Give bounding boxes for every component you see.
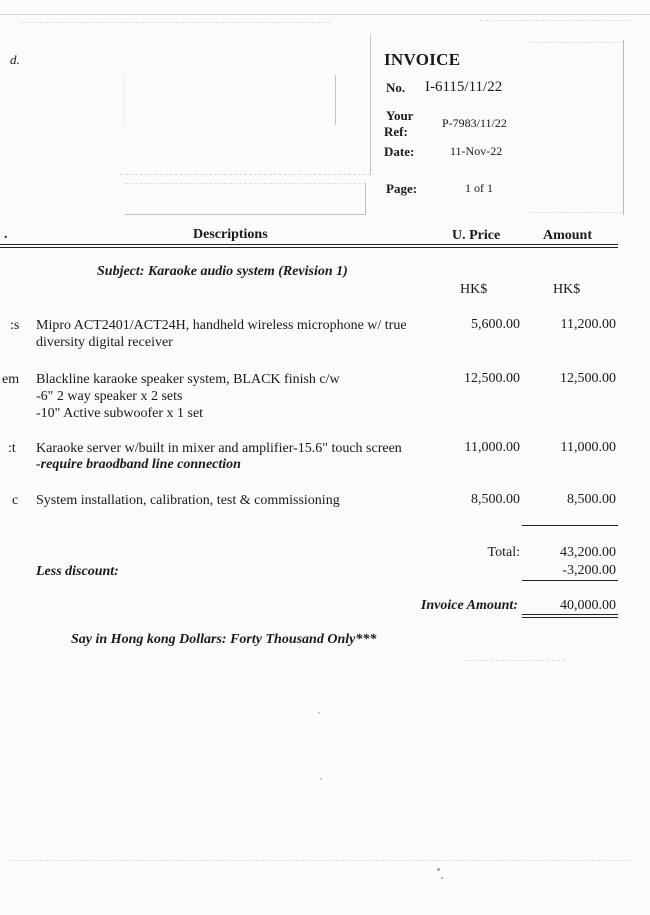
scan-speck xyxy=(437,868,440,871)
total-value: 43,200.00 xyxy=(560,545,616,560)
invoice-amount-label: Invoice Amount: xyxy=(420,598,518,613)
your-ref-label-line1: Your xyxy=(386,108,414,123)
address-inner-box xyxy=(124,75,336,125)
invoice-title: INVOICE xyxy=(384,50,461,69)
item-amount: 8,500.00 xyxy=(567,492,616,507)
subject-line: Subject: Karaoke audio system (Revision 1) xyxy=(97,264,348,279)
invoice-no-value: I-6115/11/22 xyxy=(425,79,503,95)
date-value: 11-Nov-22 xyxy=(450,144,503,158)
item-column-fragment: . xyxy=(4,227,8,242)
discount-rule xyxy=(522,580,618,581)
item-unit-price: 11,000.00 xyxy=(464,440,520,455)
scan-speck xyxy=(441,877,443,879)
item-amount: 11,000.00 xyxy=(560,440,616,455)
unit-price-header: U. Price xyxy=(452,228,501,243)
scan-speck xyxy=(318,712,320,714)
your-ref-label-line2: Ref: xyxy=(384,124,408,139)
scan-artifact-line xyxy=(465,660,565,661)
item-code-fragment: c xyxy=(12,493,19,508)
header-rule-bottom xyxy=(0,247,618,248)
amount-currency: HK$ xyxy=(553,282,581,297)
item-description-line: System installation, calibration, test & commissioning xyxy=(36,493,340,508)
item-note: -require braodband line connection xyxy=(36,457,241,472)
item-code-fragment: em xyxy=(2,372,20,387)
invoice-no-label: No. xyxy=(386,80,406,95)
discount-value: -3,200.00 xyxy=(562,563,616,578)
invoice-amount-rule-bottom xyxy=(522,617,618,618)
item-unit-price: 5,600.00 xyxy=(471,317,520,332)
item-description-line: Blackline karaoke speaker system, BLACK finish c/w xyxy=(36,372,340,387)
address-bottom-box xyxy=(125,183,366,215)
item-unit-price: 12,500.00 xyxy=(464,371,520,386)
item-code-fragment: :s xyxy=(10,318,20,333)
scan-artifact-line xyxy=(20,22,330,23)
invoice-amount-rule-top xyxy=(522,614,618,615)
subtotal-rule xyxy=(522,525,618,526)
item-amount: 11,200.00 xyxy=(560,317,616,332)
item-description-line: Mipro ACT2401/ACT24H, handheld wireless microphone w/ true xyxy=(36,318,407,333)
amount-header: Amount xyxy=(543,228,593,243)
top-border xyxy=(0,14,650,17)
total-label: Total: xyxy=(487,545,520,560)
item-unit-price: 8,500.00 xyxy=(471,492,520,507)
page-value: 1 of 1 xyxy=(465,181,493,195)
left-header-fragment: d. xyxy=(10,52,20,67)
item-description-line: Karaoke server w/built in mixer and amplifier-15.6" touch screen xyxy=(36,441,402,456)
item-description-line: -6" 2 way speaker x 2 sets xyxy=(36,389,183,404)
descriptions-header: Descriptions xyxy=(193,227,268,242)
page-label: Page: xyxy=(386,181,418,196)
scan-speck xyxy=(320,778,322,780)
your-ref-value: P-7983/11/22 xyxy=(442,116,507,130)
invoice-amount-value: 40,000.00 xyxy=(560,598,616,613)
date-label: Date: xyxy=(384,144,415,159)
scan-artifact-line xyxy=(480,20,630,21)
unit-price-currency: HK$ xyxy=(460,282,488,297)
discount-label: Less discount: xyxy=(36,564,119,579)
item-description-line: diversity digital receiver xyxy=(36,335,173,350)
amount-in-words: Say in Hong kong Dollars: Forty Thousand Only*** xyxy=(71,632,377,647)
item-description-line: -10" Active subwoofer x 1 set xyxy=(36,406,204,421)
scan-artifact-line xyxy=(10,860,630,861)
item-code-fragment: :t xyxy=(8,441,16,456)
item-amount: 12,500.00 xyxy=(560,371,616,386)
header-rule-top xyxy=(0,244,618,245)
